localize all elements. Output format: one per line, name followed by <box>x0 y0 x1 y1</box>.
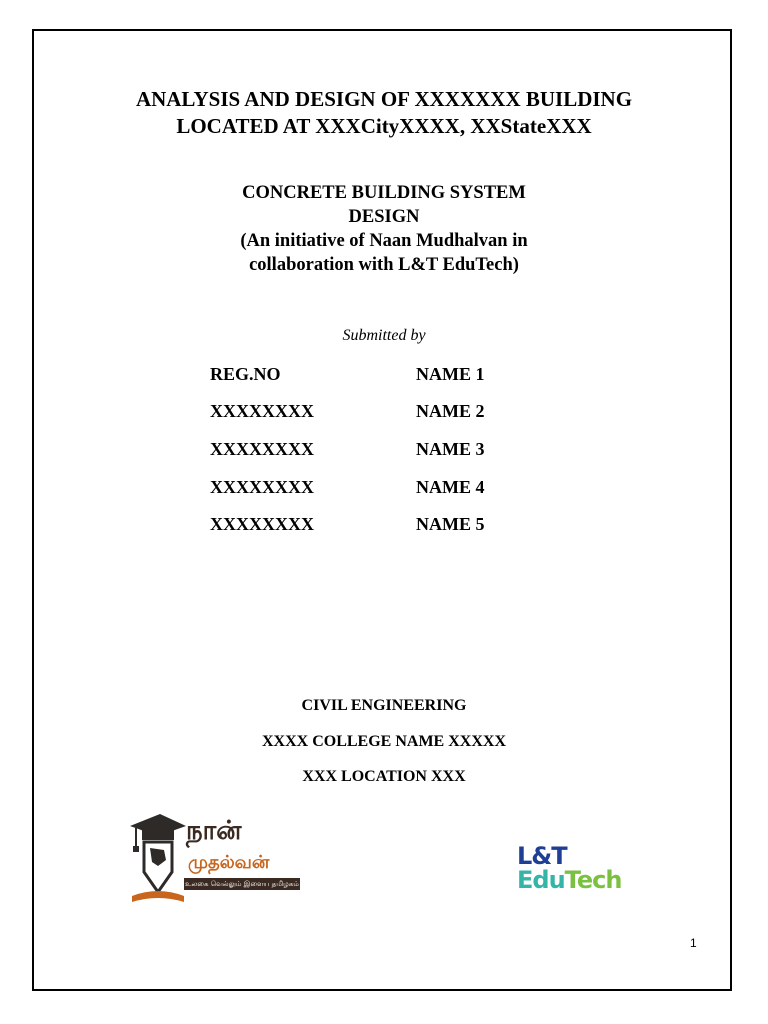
member-reg: XXXXXXXX <box>210 514 314 534</box>
graduation-pencil-icon <box>128 812 188 908</box>
lt-edutech-logo <box>517 842 637 898</box>
member-reg: XXXXXXXX <box>210 477 314 497</box>
mudhalvan-text: முதல்வன் <box>188 852 270 873</box>
member-reg: XXXXXXXX <box>210 401 314 421</box>
subtitle-line-1: CONCRETE BUILDING SYSTEM <box>242 183 526 203</box>
title-line-1: ANALYSIS AND DESIGN OF XXXXXXX BUILDING <box>135 87 633 111</box>
department-label: CIVIL ENGINEERING <box>301 697 467 714</box>
member-row <box>0 401 768 425</box>
member-name: NAME 1 <box>416 364 485 384</box>
subtitle-line-2: DESIGN <box>348 207 420 227</box>
naan-text: நான் <box>186 816 242 846</box>
member-name: NAME 4 <box>416 477 485 497</box>
submitted-by-label: Submitted by <box>342 327 426 344</box>
member-reg: REG.NO <box>210 364 281 384</box>
member-reg: XXXXXXXX <box>210 439 314 459</box>
edu-text: Edu <box>517 866 565 894</box>
document-title <box>0 86 768 140</box>
tagline-banner: உலகை வெல்லும் இளைய தமிழகம் <box>185 880 299 888</box>
subtitle-line-4: collaboration with L&T EduTech) <box>249 255 519 275</box>
member-row <box>0 477 768 501</box>
member-name: NAME 2 <box>416 401 485 421</box>
lt-text: L&T <box>517 842 567 870</box>
member-name: NAME 5 <box>416 514 485 534</box>
title-line-2: LOCATED AT XXXCityXXXX, XXStateXXX <box>176 114 592 138</box>
naan-mudhalvan-logo <box>128 812 304 908</box>
college-name: XXXX COLLEGE NAME XXXXX <box>261 733 506 750</box>
edutech-text <box>517 866 621 894</box>
subtitle-line-3: (An initiative of Naan Mudhalvan in <box>240 231 528 251</box>
member-row <box>0 439 768 463</box>
tech-text: Tech <box>564 866 622 894</box>
member-row <box>0 364 768 388</box>
member-name: NAME 3 <box>416 439 485 459</box>
document-subtitle <box>0 181 768 277</box>
page-number: 1 <box>690 936 697 950</box>
college-location: XXX LOCATION XXX <box>302 768 466 785</box>
member-row <box>0 514 768 538</box>
